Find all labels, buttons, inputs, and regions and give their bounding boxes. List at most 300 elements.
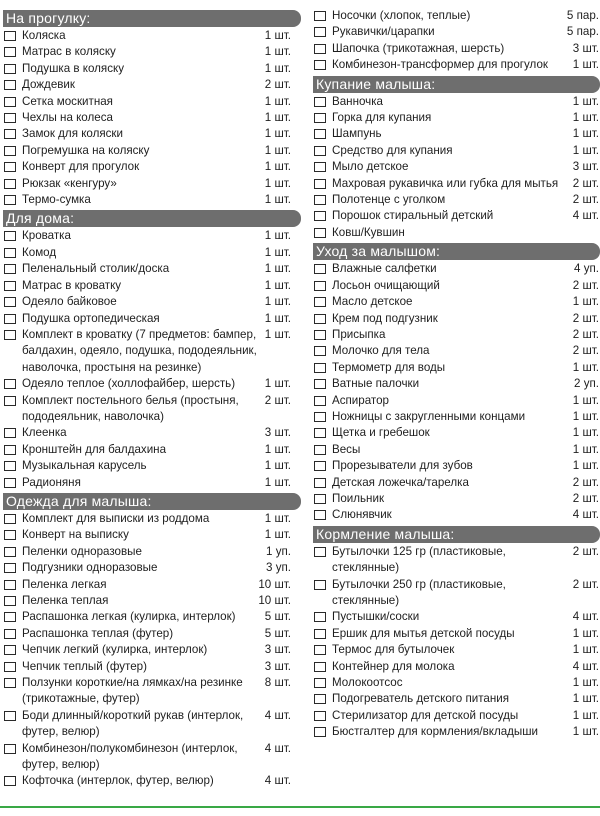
checklist-item [3, 94, 301, 110]
checklist-item [313, 544, 600, 577]
item-quantity: 5 пар. [566, 25, 599, 39]
right-section [313, 243, 600, 524]
checklist-item [3, 327, 301, 376]
item-label: Детская ложечка/тарелка [332, 475, 469, 489]
item-checkbox[interactable] [314, 580, 326, 590]
item-checkbox[interactable] [314, 297, 326, 307]
item-label: Пеленка теплая [22, 594, 109, 607]
item-label: Бутылочки 250 гр (пластиковые, стеклянные) [332, 577, 506, 607]
item-checkbox[interactable] [314, 27, 326, 37]
checklist-item [313, 507, 600, 523]
right-section [313, 526, 600, 741]
item-checkbox[interactable] [4, 612, 16, 622]
item-label: Коляска [22, 29, 66, 42]
item-label: Полотенце с уголком [332, 193, 446, 207]
item-checkbox[interactable] [314, 645, 326, 655]
item-quantity: 2 шт. [264, 78, 291, 92]
item-label: Стерилизатор для детской посуды [332, 708, 519, 722]
item-checkbox[interactable] [314, 678, 326, 688]
item-label: Молокоотсос [332, 676, 403, 690]
item-quantity: 1 шт. [264, 311, 291, 325]
item-label: Ковш/Кувшин [332, 225, 405, 239]
item-quantity: 1 шт. [264, 245, 291, 259]
item-checkbox[interactable] [314, 711, 326, 721]
item-label: Кофточка (интерлок, футер, велюр) [22, 774, 214, 788]
checklist-item [313, 475, 600, 491]
checklist-item [313, 327, 600, 343]
section-header: Для дома: [3, 210, 301, 227]
item-label: Комплект постельного белья (простыня, пододеяльник, наволочка) [22, 393, 239, 423]
item-checkbox[interactable] [314, 629, 326, 639]
item-label: Кронштейн для балдахина [22, 442, 167, 456]
item-label: Комод [22, 245, 57, 259]
item-checkbox[interactable] [314, 612, 326, 622]
checklist-item [313, 360, 600, 376]
item-label: Масло детское [332, 295, 413, 309]
item-quantity: 1 шт. [572, 393, 599, 407]
item-quantity: 1 шт. [264, 475, 291, 489]
checklist-item [313, 458, 600, 474]
item-checkbox[interactable] [4, 514, 16, 524]
checklist-item [3, 126, 301, 142]
item-quantity: 4 шт. [572, 508, 599, 522]
checklist-item [3, 708, 301, 741]
item-checkbox[interactable] [4, 64, 16, 74]
item-quantity: 3 шт. [264, 426, 291, 440]
checklist-item [313, 192, 600, 208]
checklist-item [3, 278, 301, 294]
item-checkbox[interactable] [314, 547, 326, 557]
item-quantity: 5 шт. [264, 610, 291, 624]
checklist-item [313, 8, 600, 24]
checklist-item [313, 41, 600, 57]
item-label: Погремушка на коляску [22, 143, 150, 157]
section-header: Купание малыша: [313, 76, 600, 93]
item-label: Распашонка легкая (кулирка, интерлок) [22, 610, 236, 624]
item-label: Подушка ортопедическая [22, 311, 160, 325]
item-quantity: 10 шт. [258, 577, 291, 591]
item-checkbox[interactable] [4, 31, 16, 41]
item-label: Мыло детское [332, 160, 409, 174]
item-checkbox[interactable] [4, 281, 16, 291]
item-label: Музыкальная карусель [22, 459, 147, 473]
item-label: Термо-сумка [22, 193, 91, 207]
item-checkbox[interactable] [4, 97, 16, 107]
checklist-item [313, 126, 600, 142]
item-label: Одеяло теплое (холлофайбер, шерсть) [22, 377, 236, 391]
item-quantity: 1 шт. [264, 459, 291, 473]
item-label: Молочко для тела [332, 344, 430, 358]
item-quantity: 2 шт. [572, 327, 599, 341]
item-checkbox[interactable] [4, 47, 16, 57]
item-checkbox[interactable] [4, 547, 16, 557]
item-checkbox[interactable] [4, 80, 16, 90]
item-checkbox[interactable] [314, 396, 326, 406]
checklist-item [3, 393, 301, 426]
checklist-item [313, 577, 600, 610]
section-header: Кормление малыша: [313, 526, 600, 543]
item-checkbox[interactable] [314, 461, 326, 471]
item-label: Носочки (хлопок, теплые) [332, 9, 471, 22]
checklist-item [313, 94, 600, 110]
item-label: Щетка и гребешок [332, 426, 430, 440]
item-label: Крем под подгузник [332, 311, 438, 325]
item-checkbox[interactable] [4, 596, 16, 606]
checklist-item [313, 208, 600, 224]
item-label: Конверт для прогулок [22, 160, 140, 174]
item-checkbox[interactable] [314, 694, 326, 704]
checklist-item [313, 442, 600, 458]
item-label: Чепчик теплый (футер) [22, 659, 147, 673]
left-column [3, 8, 301, 790]
item-quantity: 3 шт. [264, 659, 291, 673]
item-quantity: 1 шт. [572, 143, 599, 157]
checklist-item [313, 311, 600, 327]
item-label: Ножницы с закругленными концами [332, 409, 526, 423]
checklist-item [3, 311, 301, 327]
item-checkbox[interactable] [4, 396, 16, 406]
item-checkbox[interactable] [4, 179, 16, 189]
checklist-item [3, 77, 301, 93]
item-quantity: 1 шт. [264, 229, 291, 243]
item-label: Ползунки короткие/на лямках/на резинке (трикотажные, футер) [22, 676, 243, 706]
item-quantity: 2 шт. [572, 491, 599, 505]
item-quantity: 4 шт. [264, 741, 291, 755]
item-quantity: 1 шт. [572, 360, 599, 374]
item-label: Рукавички/царапки [332, 25, 435, 39]
item-label: Термометр для воды [332, 360, 446, 374]
checklist-item [313, 110, 600, 126]
checklist-item [313, 143, 600, 159]
item-checkbox[interactable] [314, 211, 326, 221]
item-quantity: 1 шт. [264, 262, 291, 276]
item-checkbox[interactable] [314, 281, 326, 291]
item-quantity: 3 шт. [572, 41, 599, 55]
item-label: Матрас в кроватку [22, 278, 122, 292]
item-label: Бюстгалтер для кормления/вкладыши [332, 725, 539, 739]
checklist-item [313, 708, 600, 724]
item-quantity: 1 шт. [264, 176, 291, 190]
checklist-item [3, 626, 301, 642]
item-quantity: 1 шт. [264, 278, 291, 292]
item-checkbox[interactable] [4, 162, 16, 172]
checklist-item [3, 245, 301, 261]
item-checkbox[interactable] [314, 428, 326, 438]
checklist-item [313, 659, 600, 675]
item-label: Подогреватель детского питания [332, 692, 509, 706]
item-label: Подушка в коляску [22, 61, 125, 75]
item-quantity: 1 уп. [266, 544, 291, 558]
item-checkbox[interactable] [314, 412, 326, 422]
item-checkbox[interactable] [314, 478, 326, 488]
item-quantity: 1 шт. [572, 626, 599, 640]
section-header: Одежда для малыша: [3, 493, 301, 510]
item-label: Дождевик [22, 78, 75, 92]
checklist-item [313, 425, 600, 441]
item-checkbox[interactable] [314, 97, 326, 107]
item-quantity: 1 шт. [264, 45, 291, 59]
item-checkbox[interactable] [314, 346, 326, 356]
item-checkbox[interactable] [314, 330, 326, 340]
item-label: Ванночка [332, 94, 383, 108]
item-quantity: 1 шт. [264, 61, 291, 75]
checklist-item [313, 609, 600, 625]
item-label: Порошок стиральный детский [332, 209, 494, 223]
item-checkbox[interactable] [4, 379, 16, 389]
item-quantity: 1 шт. [264, 377, 291, 391]
checklist-item [313, 159, 600, 175]
item-quantity: 1 шт. [572, 94, 599, 108]
item-label: Комплект для выписки из роддома [22, 511, 210, 525]
checklist-item [3, 61, 301, 77]
checklist-item [313, 491, 600, 507]
item-checkbox[interactable] [314, 264, 326, 274]
item-quantity: 2 шт. [572, 577, 599, 591]
section-header: Уход за малышом: [313, 243, 600, 260]
item-quantity: 1 шт. [264, 160, 291, 174]
item-label: Пустышки/соски [332, 610, 420, 624]
item-quantity: 2 шт. [572, 278, 599, 292]
item-checkbox[interactable] [314, 314, 326, 324]
item-checkbox[interactable] [314, 228, 326, 238]
right-section [313, 76, 600, 242]
item-quantity: 1 шт. [264, 94, 291, 108]
item-quantity: 5 шт. [264, 626, 291, 640]
checklist-item [3, 773, 301, 789]
item-quantity: 1 шт. [264, 442, 291, 456]
checklist-item [3, 192, 301, 208]
item-label: Ватные палочки [332, 377, 420, 391]
item-checkbox[interactable] [314, 113, 326, 123]
checklist-item [3, 294, 301, 310]
checklist-item [3, 110, 301, 126]
item-checkbox[interactable] [4, 330, 16, 340]
item-quantity: 1 шт. [572, 708, 599, 722]
item-label: Комбинезон/полукомбинезон (интерлок, футер, велюр) [22, 741, 238, 772]
item-checkbox[interactable] [4, 314, 16, 324]
item-label: Одеяло байковое [22, 295, 117, 309]
item-quantity: 4 шт. [572, 659, 599, 673]
item-label: Чепчик легкий (кулирка, интерлок) [22, 643, 208, 657]
item-checkbox[interactable] [4, 711, 16, 721]
item-label: Боди длинный/короткий рукав (интерлок, футер, велюр) [22, 708, 244, 739]
item-checkbox[interactable] [4, 678, 16, 688]
item-checkbox[interactable] [314, 60, 326, 70]
checklist-item [313, 409, 600, 425]
item-label: Пеленки одноразовые [22, 544, 142, 558]
item-quantity: 1 шт. [264, 111, 291, 125]
item-checkbox[interactable] [4, 264, 16, 274]
item-checkbox[interactable] [4, 744, 16, 754]
item-label: Пеленальный столик/доска [22, 262, 170, 276]
checklist-item [313, 376, 600, 392]
item-checkbox[interactable] [4, 662, 16, 672]
item-checkbox[interactable] [4, 563, 16, 573]
checklist-item [3, 228, 301, 244]
checklist-item [3, 593, 301, 609]
checklist-item [313, 691, 600, 707]
item-quantity: 1 шт. [572, 692, 599, 706]
checklist-item [313, 24, 600, 40]
item-checkbox[interactable] [314, 662, 326, 672]
item-quantity: 1 шт. [572, 725, 599, 739]
item-checkbox[interactable] [4, 146, 16, 156]
item-quantity: 2 шт. [572, 311, 599, 325]
checklist-item [313, 225, 600, 241]
item-quantity: 2 шт. [572, 544, 599, 558]
checklist-item [3, 143, 301, 159]
right-section [313, 8, 600, 74]
item-quantity: 1 шт. [572, 459, 599, 473]
item-quantity: 5 пар. [566, 9, 599, 22]
checklist-item [3, 475, 301, 491]
checklist-item [3, 442, 301, 458]
item-label: Радионяня [22, 475, 81, 489]
item-checkbox[interactable] [314, 379, 326, 389]
item-checkbox[interactable] [314, 494, 326, 504]
item-checkbox[interactable] [4, 231, 16, 241]
left-section [3, 210, 301, 491]
item-quantity: 3 шт. [572, 160, 599, 174]
item-label: Клеенка [22, 426, 67, 440]
item-quantity: 1 шт. [264, 29, 291, 42]
item-checkbox[interactable] [314, 727, 326, 737]
section-header: На прогулку: [3, 10, 301, 27]
item-checkbox[interactable] [4, 776, 16, 786]
item-quantity: 2 шт. [572, 193, 599, 207]
item-quantity: 4 шт. [572, 209, 599, 223]
item-label: Термос для бутылочек [332, 643, 455, 657]
item-label: Лосьон очищающий [332, 278, 440, 292]
item-quantity: 4 шт. [264, 708, 291, 722]
item-quantity: 2 шт. [572, 176, 599, 190]
checklist-item [313, 343, 600, 359]
item-quantity: 10 шт. [258, 594, 291, 607]
item-checkbox[interactable] [314, 146, 326, 156]
checklist-item [3, 376, 301, 392]
item-quantity: 1 шт. [264, 193, 291, 207]
item-quantity: 1 шт. [264, 127, 291, 141]
item-checkbox[interactable] [4, 248, 16, 258]
item-quantity: 1 шт. [264, 295, 291, 309]
item-label: Поильник [332, 491, 385, 505]
checklist-item [3, 544, 301, 560]
checklist-item [3, 560, 301, 576]
item-checkbox[interactable] [4, 478, 16, 488]
item-quantity: 8 шт. [264, 676, 291, 690]
item-quantity: 1 шт. [572, 58, 599, 72]
item-checkbox[interactable] [4, 629, 16, 639]
item-quantity: 2 шт. [264, 393, 291, 407]
checklist-item [313, 626, 600, 642]
item-checkbox[interactable] [314, 44, 326, 54]
item-checkbox[interactable] [4, 580, 16, 590]
item-quantity: 1 шт. [572, 409, 599, 423]
checklist-item [313, 724, 600, 740]
checklist-item [3, 741, 301, 774]
checklist-item [3, 511, 301, 527]
checklist-item [3, 577, 301, 593]
item-label: Рюкзак «кенгуру» [22, 176, 117, 190]
item-label: Махровая рукавичка или губка для мытья [332, 176, 559, 190]
item-label: Комбинезон-трансформер для прогулок [332, 58, 548, 72]
item-checkbox[interactable] [314, 445, 326, 455]
item-checkbox[interactable] [4, 530, 16, 540]
checklist-item [3, 28, 301, 44]
item-label: Влажные салфетки [332, 262, 437, 276]
item-quantity: 1 шт. [572, 127, 599, 141]
item-checkbox[interactable] [314, 363, 326, 373]
item-label: Присыпка [332, 327, 386, 341]
checklist-item [3, 609, 301, 625]
item-checkbox[interactable] [314, 129, 326, 139]
item-label: Кроватка [22, 229, 71, 243]
item-label: Горка для купания [332, 111, 432, 125]
item-label: Бутылочки 125 гр (пластиковые, стеклянные) [332, 544, 506, 575]
item-quantity: 4 уп. [574, 262, 599, 276]
item-quantity: 3 шт. [264, 643, 291, 657]
item-label: Прорезыватели для зубов [332, 459, 473, 473]
checklist-item [313, 393, 600, 409]
item-checkbox[interactable] [314, 162, 326, 172]
item-checkbox[interactable] [4, 113, 16, 123]
item-label: Ершик для мытья детской посуды [332, 626, 515, 640]
item-quantity: 2 уп. [574, 377, 599, 391]
item-quantity: 3 уп. [266, 561, 291, 575]
item-quantity: 1 шт. [572, 643, 599, 657]
item-quantity: 1 шт. [572, 111, 599, 125]
item-label: Распашонка теплая (футер) [22, 626, 174, 640]
item-checkbox[interactable] [4, 297, 16, 307]
item-checkbox[interactable] [4, 195, 16, 205]
checklist-item [313, 642, 600, 658]
checklist-item [3, 44, 301, 60]
item-label: Замок для коляски [22, 127, 123, 141]
checklist-item [3, 642, 301, 658]
item-quantity: 1 шт. [572, 426, 599, 440]
item-quantity: 2 шт. [572, 475, 599, 489]
item-quantity: 4 шт. [572, 610, 599, 624]
item-quantity: 1 шт. [264, 528, 291, 542]
item-label: Контейнер для молока [332, 659, 455, 673]
right-column [313, 8, 600, 741]
item-quantity: 1 шт. [264, 327, 291, 341]
item-checkbox[interactable] [4, 428, 16, 438]
item-checkbox[interactable] [4, 445, 16, 455]
item-checkbox[interactable] [314, 11, 326, 21]
checklist-item [313, 278, 600, 294]
checklist-item [3, 659, 301, 675]
item-checkbox[interactable] [4, 129, 16, 139]
checklist-item [313, 675, 600, 691]
item-label: Средство для купания [332, 143, 453, 157]
item-checkbox[interactable] [314, 179, 326, 189]
item-label: Слюнявчик [332, 508, 392, 522]
item-checkbox[interactable] [4, 645, 16, 655]
item-checkbox[interactable] [314, 195, 326, 205]
checklist-item [3, 675, 301, 708]
item-label: Матрас в коляску [22, 45, 116, 59]
checklist-item [3, 176, 301, 192]
checklist-item [3, 458, 301, 474]
item-checkbox[interactable] [4, 461, 16, 471]
item-label: Сетка москитная [22, 94, 113, 108]
item-checkbox[interactable] [314, 510, 326, 520]
item-quantity: 1 шт. [572, 676, 599, 690]
checklist-item [313, 294, 600, 310]
item-label: Подгузники одноразовые [22, 561, 158, 575]
item-label: Весы [332, 442, 361, 456]
